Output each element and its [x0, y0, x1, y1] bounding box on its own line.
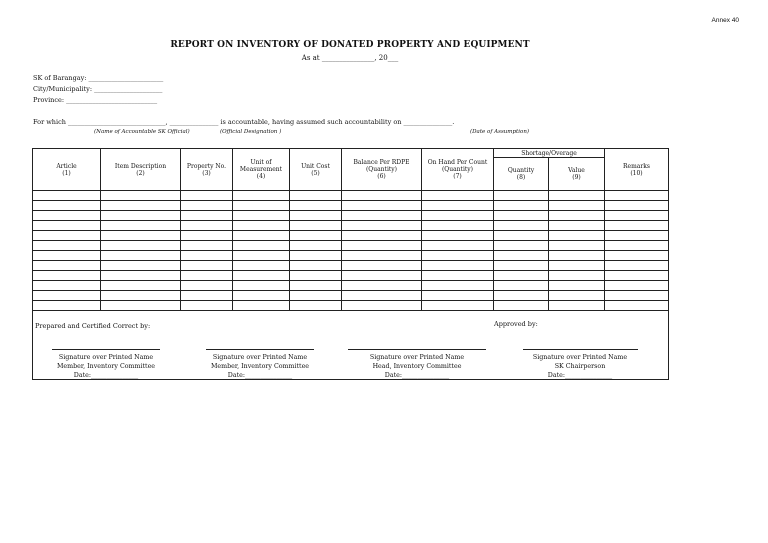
province-field: Province: ____________________________ [33, 96, 158, 104]
accountability-line: For which ______________________________, _______________ is accountable, having assumed such accountability on _______________. [33, 118, 455, 126]
table-cell[interactable] [181, 211, 233, 221]
barangay-field: SK of Barangay: _______________________ [33, 74, 164, 82]
table-cell[interactable] [549, 251, 605, 261]
table-cell[interactable] [290, 241, 342, 251]
table-cell[interactable] [605, 211, 669, 221]
table-cell[interactable] [605, 281, 669, 291]
table-cell[interactable] [290, 211, 342, 221]
table-cell[interactable] [422, 271, 494, 281]
table-cell[interactable] [422, 201, 494, 211]
table-cell[interactable] [549, 241, 605, 251]
signature-line [523, 349, 638, 350]
signature-line [348, 349, 486, 350]
table-cell[interactable] [290, 291, 342, 301]
as-at-line: As at _______________, 20___ [301, 54, 399, 62]
table-cell[interactable] [605, 271, 669, 281]
table-cell[interactable] [605, 201, 669, 211]
table-cell[interactable] [233, 261, 290, 271]
table-row [33, 281, 669, 291]
table-cell[interactable] [422, 291, 494, 301]
table-cell[interactable] [181, 231, 233, 241]
table-cell[interactable] [422, 211, 494, 221]
table-cell[interactable] [342, 191, 422, 201]
table-cell[interactable] [422, 281, 494, 291]
signature-date: Date:_______________ [384, 372, 450, 379]
table-cell[interactable] [494, 251, 549, 261]
table-cell[interactable] [33, 251, 101, 261]
signature-caption: Signature over Printed Name [369, 354, 465, 361]
city-field: City/Municipality: _____________________ [33, 85, 163, 93]
table-cell[interactable] [290, 221, 342, 231]
table-cell[interactable] [233, 191, 290, 201]
table-cell[interactable] [342, 241, 422, 251]
table-row [33, 231, 669, 241]
table-cell[interactable] [494, 211, 549, 221]
signatory-role: Head, Inventory Committee [372, 363, 462, 370]
table-cell[interactable] [101, 281, 181, 291]
table-cell[interactable] [233, 301, 290, 311]
col-header-quantity: Quantity (8) [494, 158, 549, 191]
table-cell[interactable] [494, 201, 549, 211]
table-cell[interactable] [101, 221, 181, 231]
table-cell[interactable] [101, 291, 181, 301]
table-cell[interactable] [101, 301, 181, 311]
table-cell[interactable] [233, 291, 290, 301]
signatory-block [342, 349, 492, 380]
table-cell[interactable] [342, 301, 422, 311]
table-cell[interactable] [33, 221, 101, 231]
table-cell[interactable] [33, 271, 101, 281]
table-cell[interactable] [101, 251, 181, 261]
col-header-property-no: Property No. (3) [181, 149, 233, 191]
table-cell[interactable] [422, 251, 494, 261]
table-cell[interactable] [181, 221, 233, 231]
table-row [33, 201, 669, 211]
table-cell[interactable] [342, 271, 422, 281]
table-cell[interactable] [422, 241, 494, 251]
table-cell[interactable] [605, 191, 669, 201]
table-cell[interactable] [549, 191, 605, 201]
table-row [33, 271, 669, 281]
table-cell[interactable] [181, 301, 233, 311]
table-cell[interactable] [342, 281, 422, 291]
signature-date: Date:_______________ [227, 372, 293, 379]
table-cell[interactable] [233, 231, 290, 241]
signatory-role: Member, Inventory Committee [210, 363, 310, 370]
signatory-block [31, 349, 181, 380]
table-cell[interactable] [549, 281, 605, 291]
table-cell[interactable] [605, 301, 669, 311]
table-cell[interactable] [494, 231, 549, 241]
table-cell[interactable] [494, 301, 549, 311]
table-cell[interactable] [422, 221, 494, 231]
table-row [33, 241, 669, 251]
table-cell[interactable] [181, 251, 233, 261]
table-cell[interactable] [605, 261, 669, 271]
col-header-unit-cost: Unit Cost (5) [290, 149, 342, 191]
table-cell[interactable] [549, 201, 605, 211]
table-cell[interactable] [181, 261, 233, 271]
table-cell[interactable] [342, 261, 422, 271]
table-cell[interactable] [494, 191, 549, 201]
table-cell[interactable] [342, 251, 422, 261]
table-cell[interactable] [33, 301, 101, 311]
signatory-block [505, 349, 655, 380]
table-cell[interactable] [494, 241, 549, 251]
table-cell[interactable] [494, 281, 549, 291]
table-cell[interactable] [290, 271, 342, 281]
designation-caption: (Official Designation ) [220, 129, 282, 135]
table-cell[interactable] [233, 251, 290, 261]
signature-line [206, 349, 314, 350]
table-cell[interactable] [181, 271, 233, 281]
table-cell[interactable] [33, 211, 101, 221]
table-cell[interactable] [290, 281, 342, 291]
col-header-article: Article (1) [33, 149, 101, 191]
col-header-item-description: Item Description (2) [101, 149, 181, 191]
inventory-table [32, 148, 669, 380]
table-cell[interactable] [33, 291, 101, 301]
table-cell[interactable] [605, 251, 669, 261]
assumption-date-caption: (Date of Assumption) [470, 129, 530, 135]
table-cell[interactable] [233, 271, 290, 281]
table-cell[interactable] [605, 231, 669, 241]
table-cell[interactable] [549, 221, 605, 231]
table-cell[interactable] [342, 231, 422, 241]
table-cell[interactable] [494, 291, 549, 301]
table-cell[interactable] [290, 231, 342, 241]
table-cell[interactable] [181, 191, 233, 201]
table-cell[interactable] [549, 301, 605, 311]
prepared-certified-label: Prepared and Certified Correct by: [35, 322, 151, 330]
annex-label: Annex 40 [711, 17, 739, 24]
table-cell[interactable] [494, 271, 549, 281]
table-cell[interactable] [181, 281, 233, 291]
table-cell[interactable] [181, 201, 233, 211]
table-cell[interactable] [342, 201, 422, 211]
table-cell[interactable] [290, 201, 342, 211]
table-cell[interactable] [342, 211, 422, 221]
signature-date: Date:_______________ [73, 372, 139, 379]
table-cell[interactable] [422, 301, 494, 311]
table-cell[interactable] [494, 221, 549, 231]
table-cell[interactable] [422, 231, 494, 241]
table-cell[interactable] [233, 221, 290, 231]
table-cell[interactable] [549, 261, 605, 271]
signature-caption: Signature over Printed Name [58, 354, 154, 361]
table-cell[interactable] [33, 231, 101, 241]
table-row [33, 221, 669, 231]
approved-by-label: Approved by: [494, 320, 538, 328]
table-cell[interactable] [422, 191, 494, 201]
table-cell[interactable] [33, 261, 101, 271]
col-header-value: Value (9) [549, 158, 605, 191]
table-cell[interactable] [101, 271, 181, 281]
report-title: REPORT ON INVENTORY OF DONATED PROPERTY AND EQUIPMENT [170, 40, 530, 50]
col-header-shortage-overage: Shortage/Overage [494, 149, 605, 158]
table-cell[interactable] [233, 281, 290, 291]
table-row [33, 301, 669, 311]
table-row [33, 251, 669, 261]
table-cell[interactable] [33, 191, 101, 201]
col-header-balance-per-rdpe: Balance Per RDPE (Quantity) (6) [342, 149, 422, 191]
table-row [33, 191, 669, 201]
table-cell[interactable] [494, 261, 549, 271]
signatory-role: SK Chairperson [554, 363, 606, 370]
table-cell[interactable] [33, 281, 101, 291]
table-cell[interactable] [290, 191, 342, 201]
table-cell[interactable] [605, 291, 669, 301]
table-cell[interactable] [101, 211, 181, 221]
signature-line [52, 349, 160, 350]
table-cell[interactable] [422, 261, 494, 271]
table-cell[interactable] [101, 231, 181, 241]
table-cell[interactable] [233, 201, 290, 211]
table-row [33, 211, 669, 221]
table-cell[interactable] [101, 261, 181, 271]
signatory-role: Member, Inventory Committee [56, 363, 156, 370]
col-header-on-hand-per-count: On Hand Per Count (Quantity) (7) [422, 149, 494, 191]
signatory-block [185, 349, 335, 380]
table-cell[interactable] [101, 191, 181, 201]
table-cell[interactable] [181, 291, 233, 301]
table-cell[interactable] [342, 291, 422, 301]
table-row [33, 261, 669, 271]
table-cell[interactable] [605, 221, 669, 231]
col-header-remarks: Remarks (10) [605, 149, 669, 191]
signature-date: Date:_______________ [547, 372, 613, 379]
table-cell[interactable] [101, 201, 181, 211]
table-cell[interactable] [233, 241, 290, 251]
table-cell[interactable] [290, 301, 342, 311]
signature-caption: Signature over Printed Name [532, 354, 628, 361]
table-cell[interactable] [290, 251, 342, 261]
official-name-caption: (Name of Accountable SK Official) [94, 129, 190, 135]
table-cell[interactable] [181, 241, 233, 251]
table-cell[interactable] [33, 201, 101, 211]
table-cell[interactable] [549, 291, 605, 301]
table-cell[interactable] [233, 211, 290, 221]
table-cell[interactable] [101, 241, 181, 251]
signature-caption: Signature over Printed Name [212, 354, 308, 361]
table-cell[interactable] [549, 271, 605, 281]
table-cell[interactable] [33, 241, 101, 251]
table-row [33, 291, 669, 301]
table-cell[interactable] [290, 261, 342, 271]
table-cell[interactable] [549, 211, 605, 221]
table-cell[interactable] [605, 241, 669, 251]
table-cell[interactable] [549, 231, 605, 241]
table-cell[interactable] [342, 221, 422, 231]
col-header-unit-of-measurement: Unit of Measurement (4) [233, 149, 290, 191]
